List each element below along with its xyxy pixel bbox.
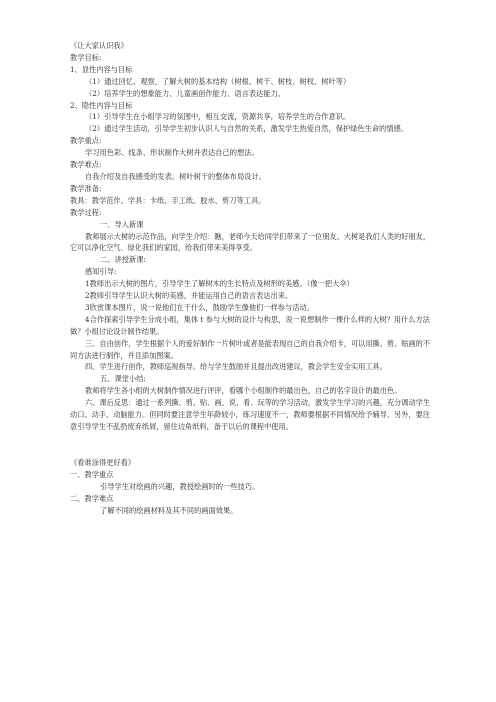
lesson2-difficulty-text: 了解不同的绘画材料及其不同的画面效果。 (100, 505, 238, 515)
document-page (70, 40, 430, 516)
lesson2-keypoint-text: 引导学生对绘画的兴趣，教授绘画时的一些技巧。 (100, 481, 260, 491)
step2-item-2: 2教师引导学生认识大树的美感，并能运用自己的语言表达出来。 (85, 291, 293, 301)
step3-text: 三、自由创作，学生根据个人的爱好制作一片树叶或者是能表现自己的自我介绍卡，可以用撕、剪、贴画的不同方法进行制作，并且添加图案。 (70, 338, 431, 360)
step1-heading: 一、导入新课 (100, 219, 144, 229)
explicit-goal-1: （1）通过回忆、观察，了解大树的基本结构（树根、树干、树枝、树杈、树叶等） (85, 76, 351, 86)
lesson1-title: 《让大家认识我》 (70, 41, 128, 50)
difficulty-text: 自我介绍及自我感受的发表。树叶树干的整体布局设计。 (85, 171, 266, 181)
explicit-goal-2: （2）培养学生的想象能力、儿童画创作能力、语言表达能力。 (85, 88, 286, 98)
keypoint-heading: 教学重点: (70, 136, 102, 146)
step2-item-3: 3欣赏课本图片，说一说他们在干什么，鼓励学生像他们一样参与活动。 (85, 302, 314, 312)
step5-heading: 五、课堂小结: (100, 374, 146, 384)
lesson2-keypoint-heading: 一、教学重点 (70, 469, 114, 479)
step1-text: 教师展示大树的示范作品，向学生介绍：瞧，老师今天给同学们带来了一位朋友。大树是我们人类的好朋友，它可以净化空气、绿化我们的家园，给我们带来美得享受。 (70, 231, 431, 253)
prep-heading: 教学准备: (70, 183, 102, 193)
step4-text: 四、学生进行创作，教师巡视指导。给与学生鼓励并且提出改进建议，教会学生安全实用工具。 (85, 362, 387, 372)
prep-text: 教具：教学范作。学具：卡纸、手工纸、胶水、剪刀等工具。 (70, 195, 266, 205)
step6-text: 六、课后反思：通过一系列撕、剪、贴、画、说、看、玩等的学习活动，激发学生学习的兴趣，充分调动学生动口、动手、动脑能力。但同时要注意学生年龄较小，练习速度不一，教师要根据不同情况给予辅导、另外，要注意引导学生不乱扔废弃纸屑，留住边角纸料，备于以后的课程中使用。 (70, 398, 431, 431)
step5-text: 教师将学生各小组的大树制作情况进行评评，看哪个小组制作的最出色，自己的名字设计的最出色。 (85, 386, 402, 396)
goals-heading: 教学目标: (70, 52, 102, 62)
lesson2-difficulty-heading: 二、教学难点 (70, 493, 114, 503)
implicit-heading: 2、隐性内容与目标 (70, 100, 133, 110)
difficulty-heading: 教学难点: (70, 160, 102, 170)
explicit-heading: 1、显性内容与目标 (70, 64, 133, 74)
step2-heading: 二、讲授新课: (100, 255, 146, 265)
step2-subheading: 感知引导: (85, 267, 117, 277)
process-heading: 教学过程: (70, 207, 102, 217)
keypoint-text: 学习用色彩、线条、形状制作大树并表达自己的想法。 (85, 148, 259, 158)
section-spacer (70, 433, 430, 457)
step2-item-4: 4合作探索引导学生分成小组，集体 t 参与大树的设计与构思，说一说想制作一棵什么样的大树？用什么方法做？小组讨论设计制作结果。 (70, 314, 430, 336)
implicit-goal-2: （2）通过学生活动，引导学生初步认识人与自然的关系，激发学生热爱自然，保护绿色生命的情感。 (85, 124, 409, 134)
step2-item-1: 1教师出示大树的图片，引导学生了解树木的生长特点及树形的美感。（像一把大伞） (85, 279, 354, 289)
lesson2-title: 《看谁涂得更好看》 (70, 457, 136, 467)
implicit-goal-1: （1）引导学生在小组学习的氛围中，相互交流，资源共享，培养学生的合作意识。 (85, 112, 351, 122)
